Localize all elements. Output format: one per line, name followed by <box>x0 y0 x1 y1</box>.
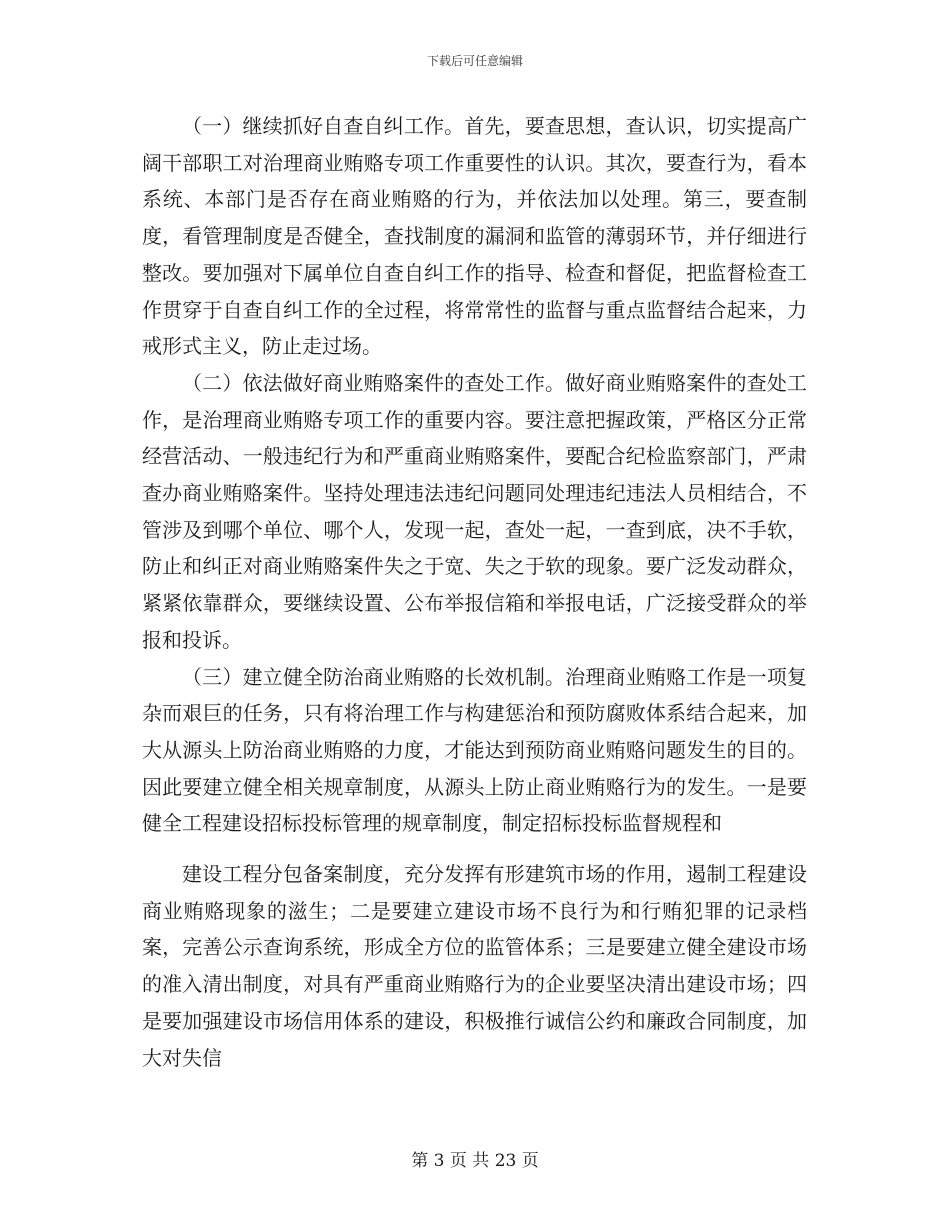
paragraph-4: 建设工程分包备案制度，充分发挥有形建筑市场的作用，遏制工程建设商业贿赂现象的滋生；二是要建立建设市场不良行为和行贿犯罪的记录档案，完善公示查询系统，形成全方位的监管体系；三是要建立健全建设市场的准入清出制度，对具有严重商业贿赂行为的企业要坚决清出建设市场；四是要加强建设市场信用体系的建设，积极推行诚信公约和廉政合同制度，加大对失信 <box>142 862 807 1070</box>
document-body <box>142 108 807 1076</box>
paragraph-2: （二）依法做好商业贿赂案件的查处工作。做好商业贿赂案件的查处工作，是治理商业贿赂专项工作的重要内容。要注意把握政策，严格区分正常经营活动、一般违纪行为和严重商业贿赂案件，要配合纪检监察部门，严肃查办商业贿赂案件。坚持处理违法违纪问题同处理违纪违法人员相结合，不管涉及到哪个单位、哪个人，发现一起，查处一起，一查到底，决不手软，防止和纠正对商业贿赂案件失之于宽、失之于软的现象。要广泛发动群众，紧紧依靠群众，要继续设置、公布举报信箱和举报电话，广泛接受群众的举报和投诉。 <box>142 370 807 652</box>
paragraph-3: （三）建立健全防治商业贿赂的长效机制。治理商业贿赂工作是一项复杂而艰巨的任务，只有将治理工作与构建惩治和预防腐败体系结合起来，加大从源头上防治商业贿赂的力度，才能达到预防商业贿赂问题发生的目的。因此要建立健全相关规章制度，从源头上防止商业贿赂行为的发生。一是要健全工程建设招标投标管理的规章制度，制定招标投标监督规程和 <box>142 664 807 836</box>
page-number-footer: 第 3 页 共 23 页 <box>411 1151 539 1171</box>
paragraph-1: （一）继续抓好自查自纠工作。首先，要查思想，查认识，切实提高广阔干部职工对治理商业贿赂专项工作重要性的认识。其次，要查行为，看本系统、本部门是否存在商业贿赂的行为，并依法加以处理。第三，要查制度，看管理制度是否健全，查找制度的漏洞和监管的薄弱环节，并仔细进行整改。要加强对下属单位自查自纠工作的指导、检查和督促，把监督检查工作贯穿于自查自纠工作的全过程，将常常性的监督与重点监督结合起来，力戒形式主义，防止走过场。 <box>142 114 807 359</box>
page-header: 下载后可任意编辑 <box>426 54 523 68</box>
